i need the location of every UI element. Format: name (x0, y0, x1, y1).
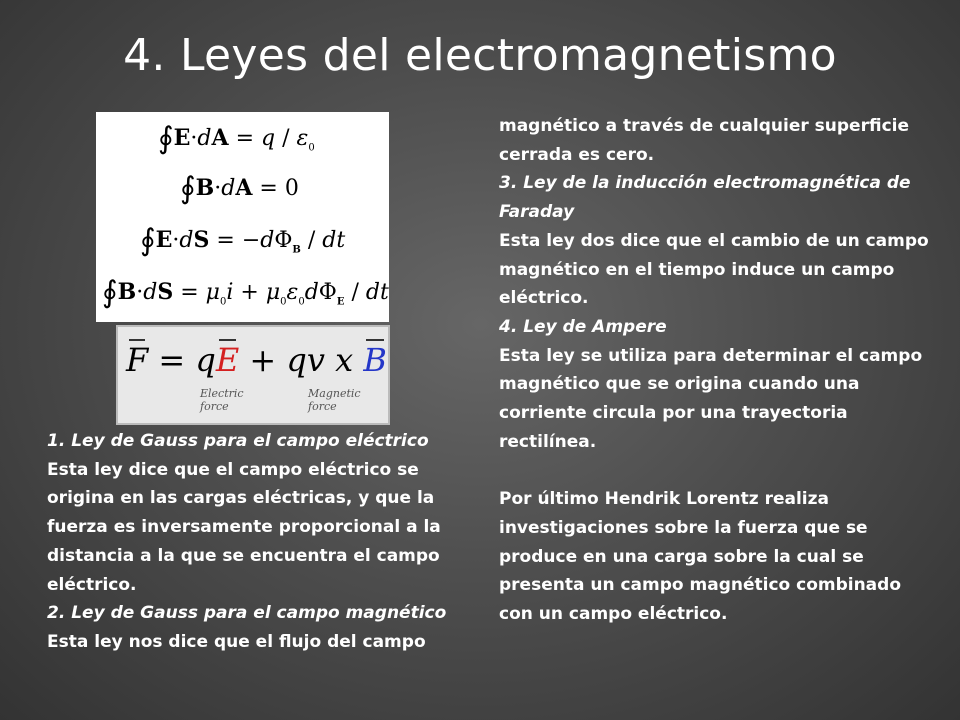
cross-symbol: x (335, 341, 354, 379)
right-text-column (499, 112, 929, 629)
text-line: produce en una carga sobre la cual se (499, 546, 864, 567)
text-line: Esta ley dice que el campo eléctrico se (47, 459, 419, 480)
charge-velocity-symbol: qv (286, 341, 325, 379)
text-line: con un campo eléctrico. (499, 603, 728, 624)
text-line: magnético en el tiempo induce un campo (499, 259, 895, 280)
text-line (499, 456, 929, 485)
text-line: eléctrico. (47, 574, 137, 595)
magnetic-force-label: Magnetic force (308, 387, 361, 413)
maxwell-equations-image (96, 112, 389, 322)
text-line: distancia a la que se encuentra el campo (47, 545, 440, 566)
text-line: Esta ley se utiliza para determinar el campo (499, 345, 923, 366)
text-line: magnético que se origina cuando una (499, 374, 860, 395)
force-symbol: F (126, 341, 149, 379)
text-line: Por último Hendrik Lorentz realiza (499, 489, 829, 510)
charge-symbol: q (195, 341, 216, 379)
text-line: 3. Ley de la inducción electromagnética de (499, 173, 911, 194)
text-line: Esta ley nos dice que el flujo del campo (47, 631, 426, 652)
text-line: 2. Ley de Gauss para el campo magnético (47, 603, 447, 624)
left-text-column (47, 427, 446, 657)
text-line: origina en las cargas eléctricas, y que la (47, 488, 435, 509)
text-line: Faraday (499, 202, 575, 223)
text-line: rectilínea. (499, 431, 597, 452)
text-line: investigaciones sobre la fuerza que se (499, 517, 868, 538)
text-line: 4. Ley de Ampere (499, 316, 667, 337)
text-line: eléctrico. (499, 288, 589, 309)
faraday-equation: ∮E·dS = $-d\Phi_B$ / dt (140, 223, 346, 258)
gauss-electric-equation: ∮E·dA = q / $\varepsilon_0$ (158, 121, 315, 156)
slide-title: 4. Leyes del electromagnetismo (123, 30, 837, 81)
gauss-magnetic-equation: ∮B·dA = 0 (180, 171, 299, 206)
lorentz-equation (126, 341, 387, 379)
electric-force-label: Electric force (200, 387, 244, 413)
plus-sign: + (249, 341, 277, 379)
text-line: corriente circula por una trayectoria (499, 403, 848, 424)
text-line: magnético a través de cualquier superficie (499, 116, 910, 136)
text-line: fuerza es inversamente proporcional a la (47, 517, 441, 538)
text-line: cerrada es cero. (499, 144, 655, 165)
text-line: 1. Ley de Gauss para el campo eléctrico (47, 431, 429, 451)
text-line: Esta ley dos dice que el cambio de un campo (499, 230, 929, 251)
electric-field-symbol: E (215, 341, 240, 379)
lorentz-force-image (116, 325, 390, 425)
ampere-maxwell-equation: ∮B·dS = $\mu_0i + \mu_0\varepsilon_0d\Phi_E$ / dt (102, 275, 389, 310)
equals-sign: = (158, 341, 186, 379)
magnetic-field-symbol: B (363, 341, 387, 379)
text-line: presenta un campo magnético combinado (499, 575, 902, 596)
